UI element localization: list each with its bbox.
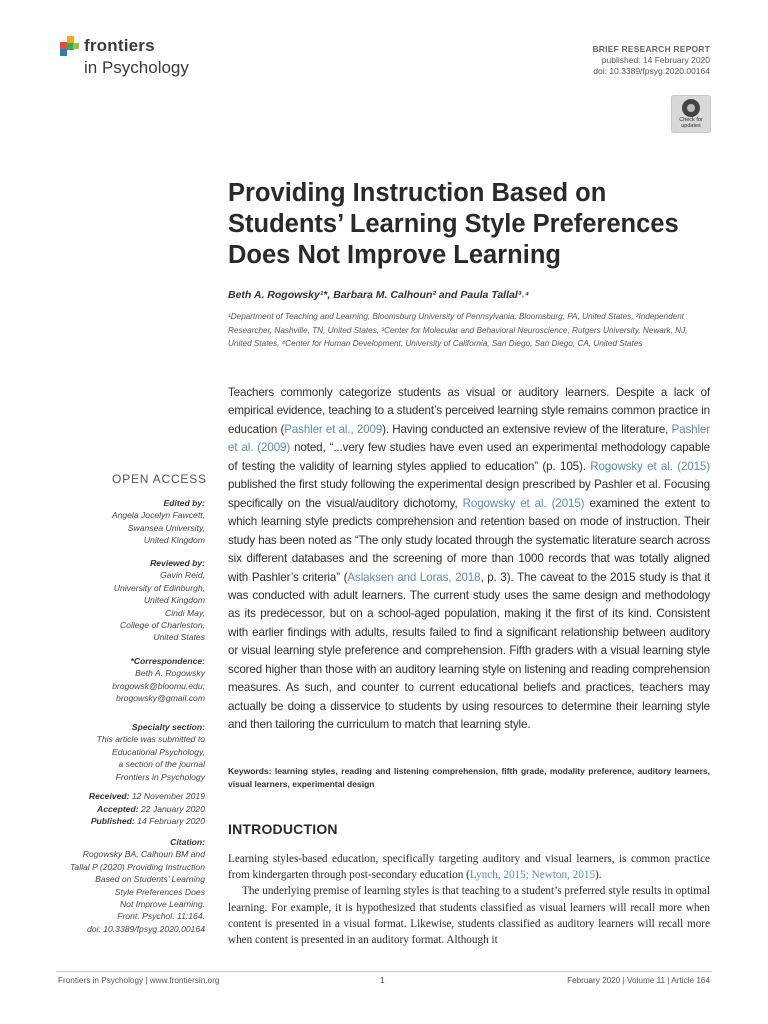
abstract-text: Teachers commonly categorize students as visual or auditory learners. Despite a lack of empirical evidence, teaching to a student’s perceived learning style remains common practice in education (	[228, 386, 710, 436]
abstract-text: , p. 3). The caveat to the 2015 study is that it was conducted with adult learners. The current study uses the same design and methodology as its predecessor, but on a school-aged population, making it the first of its kind. Consistent with earlier findings with adults, results failed to find a significant relationship between auditory or visual learning style preference and comprehension. Fifth graders with a visual learning style scored higher than those with an auditory learning style on listening and reading comprehension measures. As such, and counter to current educational beliefs and practices, teachers may actually be doing a disservice to students by using resources to determine their learning style and then tailoring the curriculum to match that learning style.	[228, 570, 711, 732]
citation-line: Tallal P (2020) Providing Instruction	[69, 861, 205, 872]
ref-link[interactable]: Pashler et al., 2009	[284, 422, 383, 436]
abstract-text: ). Having conducted an extensive review of the literature,	[382, 422, 672, 436]
footer-divider	[56, 971, 712, 972]
published-label: Published:	[90, 816, 135, 827]
abstract	[228, 384, 710, 735]
published-date-side: 14 February 2020	[137, 816, 205, 827]
reviewer-line: United Kingdom	[143, 595, 205, 606]
footer-issue-info: February 2020 | Volume 11 | Article 164	[567, 976, 710, 985]
abstract-text: published the first study following the experimental design prescribed by Pashler et al. Focusing specifically on the visual/auditory dichotomy,	[228, 478, 710, 510]
ref-link[interactable]: Lynch, 2015; Newton, 2015	[469, 869, 596, 882]
email-link[interactable]: brogowsky@gmail.com	[116, 693, 205, 704]
specialty-section	[97, 721, 205, 783]
published-date: published: 14 February 2020	[601, 55, 710, 65]
correspondence-name: Beth A. Rogowsky	[135, 668, 205, 679]
keywords: Keywords: learning styles, reading and listening comprehension, fifth grade, modality preference, auditory learners, visual learners, experimental design	[228, 766, 710, 789]
intro-text: Learning styles-based education, specifically targeting auditory and visual learners, is common practice from kindergarten through post-secondary education (	[228, 853, 710, 882]
email-link[interactable]: brogowsk@bloomu.edu;	[112, 680, 205, 691]
author-list: Beth A. Rogowsky¹*, Barbara M. Calhoun² and Paula Tallal³˒⁴	[228, 289, 530, 301]
affiliations: ¹Department of Teaching and Learning, Bloomsburg University of Pennsylvania, Bloomsburg, PA, United States, ²Independent Researcher, Nashville, TN, United States, ³Center for Molecular and Behavioral Neuroscience, Rutgers University, Newark, NJ, United States, ⁴Center for Human Development, University of California, San Diego, San Diego, CA, United States	[228, 312, 688, 348]
introduction-body	[228, 851, 710, 948]
reviewer-line: College of Charleston,	[119, 620, 205, 631]
reviewed-by-label: Reviewed by:	[150, 558, 205, 568]
received-date: 12 November 2019	[131, 791, 205, 801]
check-updates-label: Check for updates	[679, 117, 703, 129]
abstract-text: noted, “...very few studies have even used an experimental methodology capable of testing the validity of learning styles applied to education” (p. 105).	[228, 441, 710, 473]
doi: doi: 10.3389/fpsyg.2020.00164	[593, 66, 710, 76]
journal-logo[interactable]	[58, 32, 208, 82]
citation-doi-link[interactable]: doi: 10.3389/fpsyg.2020.00164	[86, 923, 205, 934]
reviewer-line: University of Edinburgh,	[113, 582, 205, 593]
article-title: Providing Instruction Based on Students’ Learning Style Preferences Does Not Improve Learning	[228, 179, 679, 269]
open-access-label: OPEN ACCESS	[112, 472, 207, 486]
specialty-line: This article was submitted to	[96, 734, 205, 745]
reviewer-line: Cindi May,	[165, 607, 205, 618]
ref-link[interactable]: Pashler et al. (2009)	[228, 422, 711, 455]
reviewer-line: Gavin Reid,	[160, 570, 205, 581]
specialty-line: a section of the journal	[118, 759, 205, 770]
page-number: 1	[380, 976, 385, 985]
brand-frontiers: frontiers	[84, 36, 155, 55]
correspondence-section	[112, 655, 205, 705]
specialty-label: Specialty section:	[131, 722, 205, 732]
editor-line: United Kingdom	[143, 535, 205, 546]
received-label: Received:	[88, 791, 130, 801]
editor-line: Angela Jocelyn Fawcett,	[111, 510, 205, 521]
citation-line: Based on Students’ Learning	[95, 874, 205, 885]
reviewer-line: United States	[153, 632, 205, 643]
section-heading-introduction: INTRODUCTION	[228, 821, 338, 837]
history-dates	[89, 790, 205, 828]
abstract-text: examined the extent to which learning style predicts comprehension and retention based on mode of instruction. Their study has been noted as “The only study located through the systematic literature search across six different databases and the screening of more than 1000 records that was totally aligned with Pashler’s criteria” (	[228, 496, 711, 584]
accepted-row	[89, 803, 205, 816]
report-type: BRIEF RESEARCH REPORT	[592, 44, 710, 54]
citation-line: Rogowsky BA, Calhoun BM and	[82, 849, 205, 860]
published-row	[89, 815, 205, 828]
citation-line: Not Improve Learning.	[119, 899, 205, 910]
citation-line: Front. Psychol. 11:164.	[117, 911, 205, 922]
citation-section	[70, 836, 205, 935]
check-updates-icon	[682, 99, 700, 117]
intro-paragraph: The underlying premise of learning styles is that teaching to a student’s preferred style results in optimal learning. For example, it is hypothesized that students classified as visual learners will recall more when content is presented in a visual format. Likewise, students classified as auditory learners will recall more when content is presented in an auditory format. Although it	[228, 885, 710, 947]
intro-paragraph	[228, 851, 710, 883]
reviewed-by-section	[114, 557, 205, 644]
specialty-line: Frontiers in Psychology	[115, 771, 205, 782]
received-row	[89, 790, 205, 803]
citation-label: Citation:	[170, 837, 205, 847]
accepted-date: 22 January 2020	[140, 803, 205, 814]
article-meta	[592, 44, 710, 77]
edited-by-section	[112, 497, 205, 547]
ref-link[interactable]: Aslaksen and Loras, 2018	[347, 570, 481, 584]
ref-link[interactable]: Rogowsky et al. (2015)	[590, 459, 710, 473]
edited-by-label: Edited by:	[163, 498, 205, 508]
frontiers-logo-icon	[58, 34, 80, 58]
specialty-line: Educational Psychology,	[112, 746, 205, 757]
citation-line: Style Preferences Does	[114, 886, 205, 897]
accepted-label: Accepted:	[97, 803, 139, 814]
intro-text: ).	[595, 869, 602, 882]
brand-journal: in Psychology	[84, 58, 189, 77]
correspondence-label: *Correspondence:	[130, 656, 205, 666]
footer-journal-link[interactable]: Frontiers in Psychology | www.frontiersin.org	[58, 976, 220, 985]
check-for-updates-button[interactable]	[671, 95, 711, 133]
editor-line: Swansea University,	[127, 522, 205, 533]
ref-link[interactable]: Rogowsky et al. (2015)	[462, 496, 585, 510]
